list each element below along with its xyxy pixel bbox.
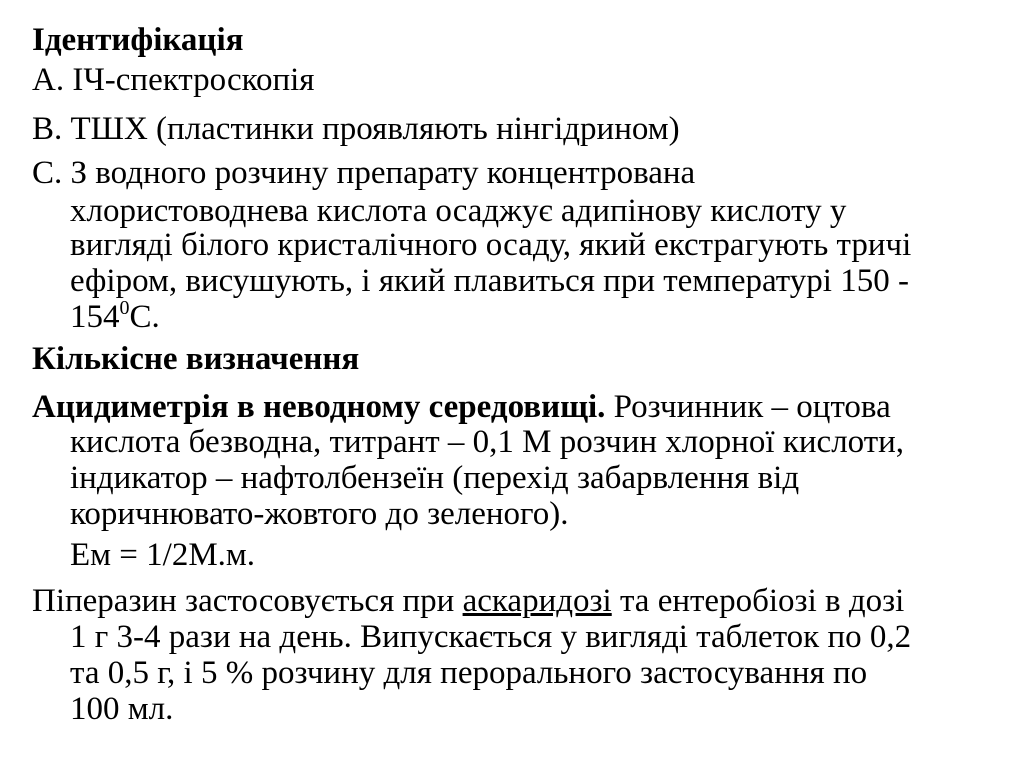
quantitative-method-line: коричнювато-жовтого до зеленого). [70, 496, 569, 532]
identification-item-c-line: С. З водного розчину препарату концентрована [32, 155, 696, 191]
method-text: Розчинник – оцтова [605, 389, 891, 425]
usage-line: 1 г 3-4 рази на день. Випускається у вигляді таблеток по 0,2 [70, 619, 912, 655]
identification-item-c-last-line [70, 299, 160, 335]
quantitative-method-line [32, 389, 891, 425]
quantitative-method-line: індикатор – нафтолбензеїн (перехід забарвлення від [70, 460, 800, 496]
temperature-unit: С. [129, 299, 160, 335]
temperature-value: 154 [70, 299, 120, 335]
usage-text: та ентеробіозі в дозі [611, 583, 905, 619]
method-title: Ацидиметрія в неводному середовищі. [32, 389, 606, 425]
identification-item-b: В. ТШХ (пластинки проявляють нінгідрином) [32, 111, 680, 147]
usage-first-line [32, 583, 904, 619]
usage-line: 100 мл. [70, 691, 174, 727]
equivalent-mass: Ем = 1/2М.м. [70, 537, 256, 573]
degree-superscript: 0 [119, 297, 130, 319]
usage-text: Піперазин застосовується при [32, 583, 463, 619]
quantitative-method-line: кислота безводна, титрант – 0,1 М розчин хлорної кислоти, [70, 424, 905, 460]
identification-heading: Ідентифікація [32, 22, 244, 58]
identification-item-c-line: вигляді білого кристалічного осаду, який екстрагують тричі [70, 227, 912, 263]
identification-item-c-line: хлористоводнева кислота осаджує адипінову кислоту у [70, 193, 847, 229]
quantitative-heading: Кількісне визначення [32, 341, 360, 377]
identification-item-c-line: ефіром, висушують, і який плавиться при температурі 150 - [70, 263, 909, 299]
usage-underlined-term: аскаридозі [462, 583, 612, 619]
identification-item-a: А. ІЧ-спектроскопія [32, 62, 315, 98]
usage-line: та 0,5 г, і 5 % розчину для перорального застосування по [70, 655, 868, 691]
